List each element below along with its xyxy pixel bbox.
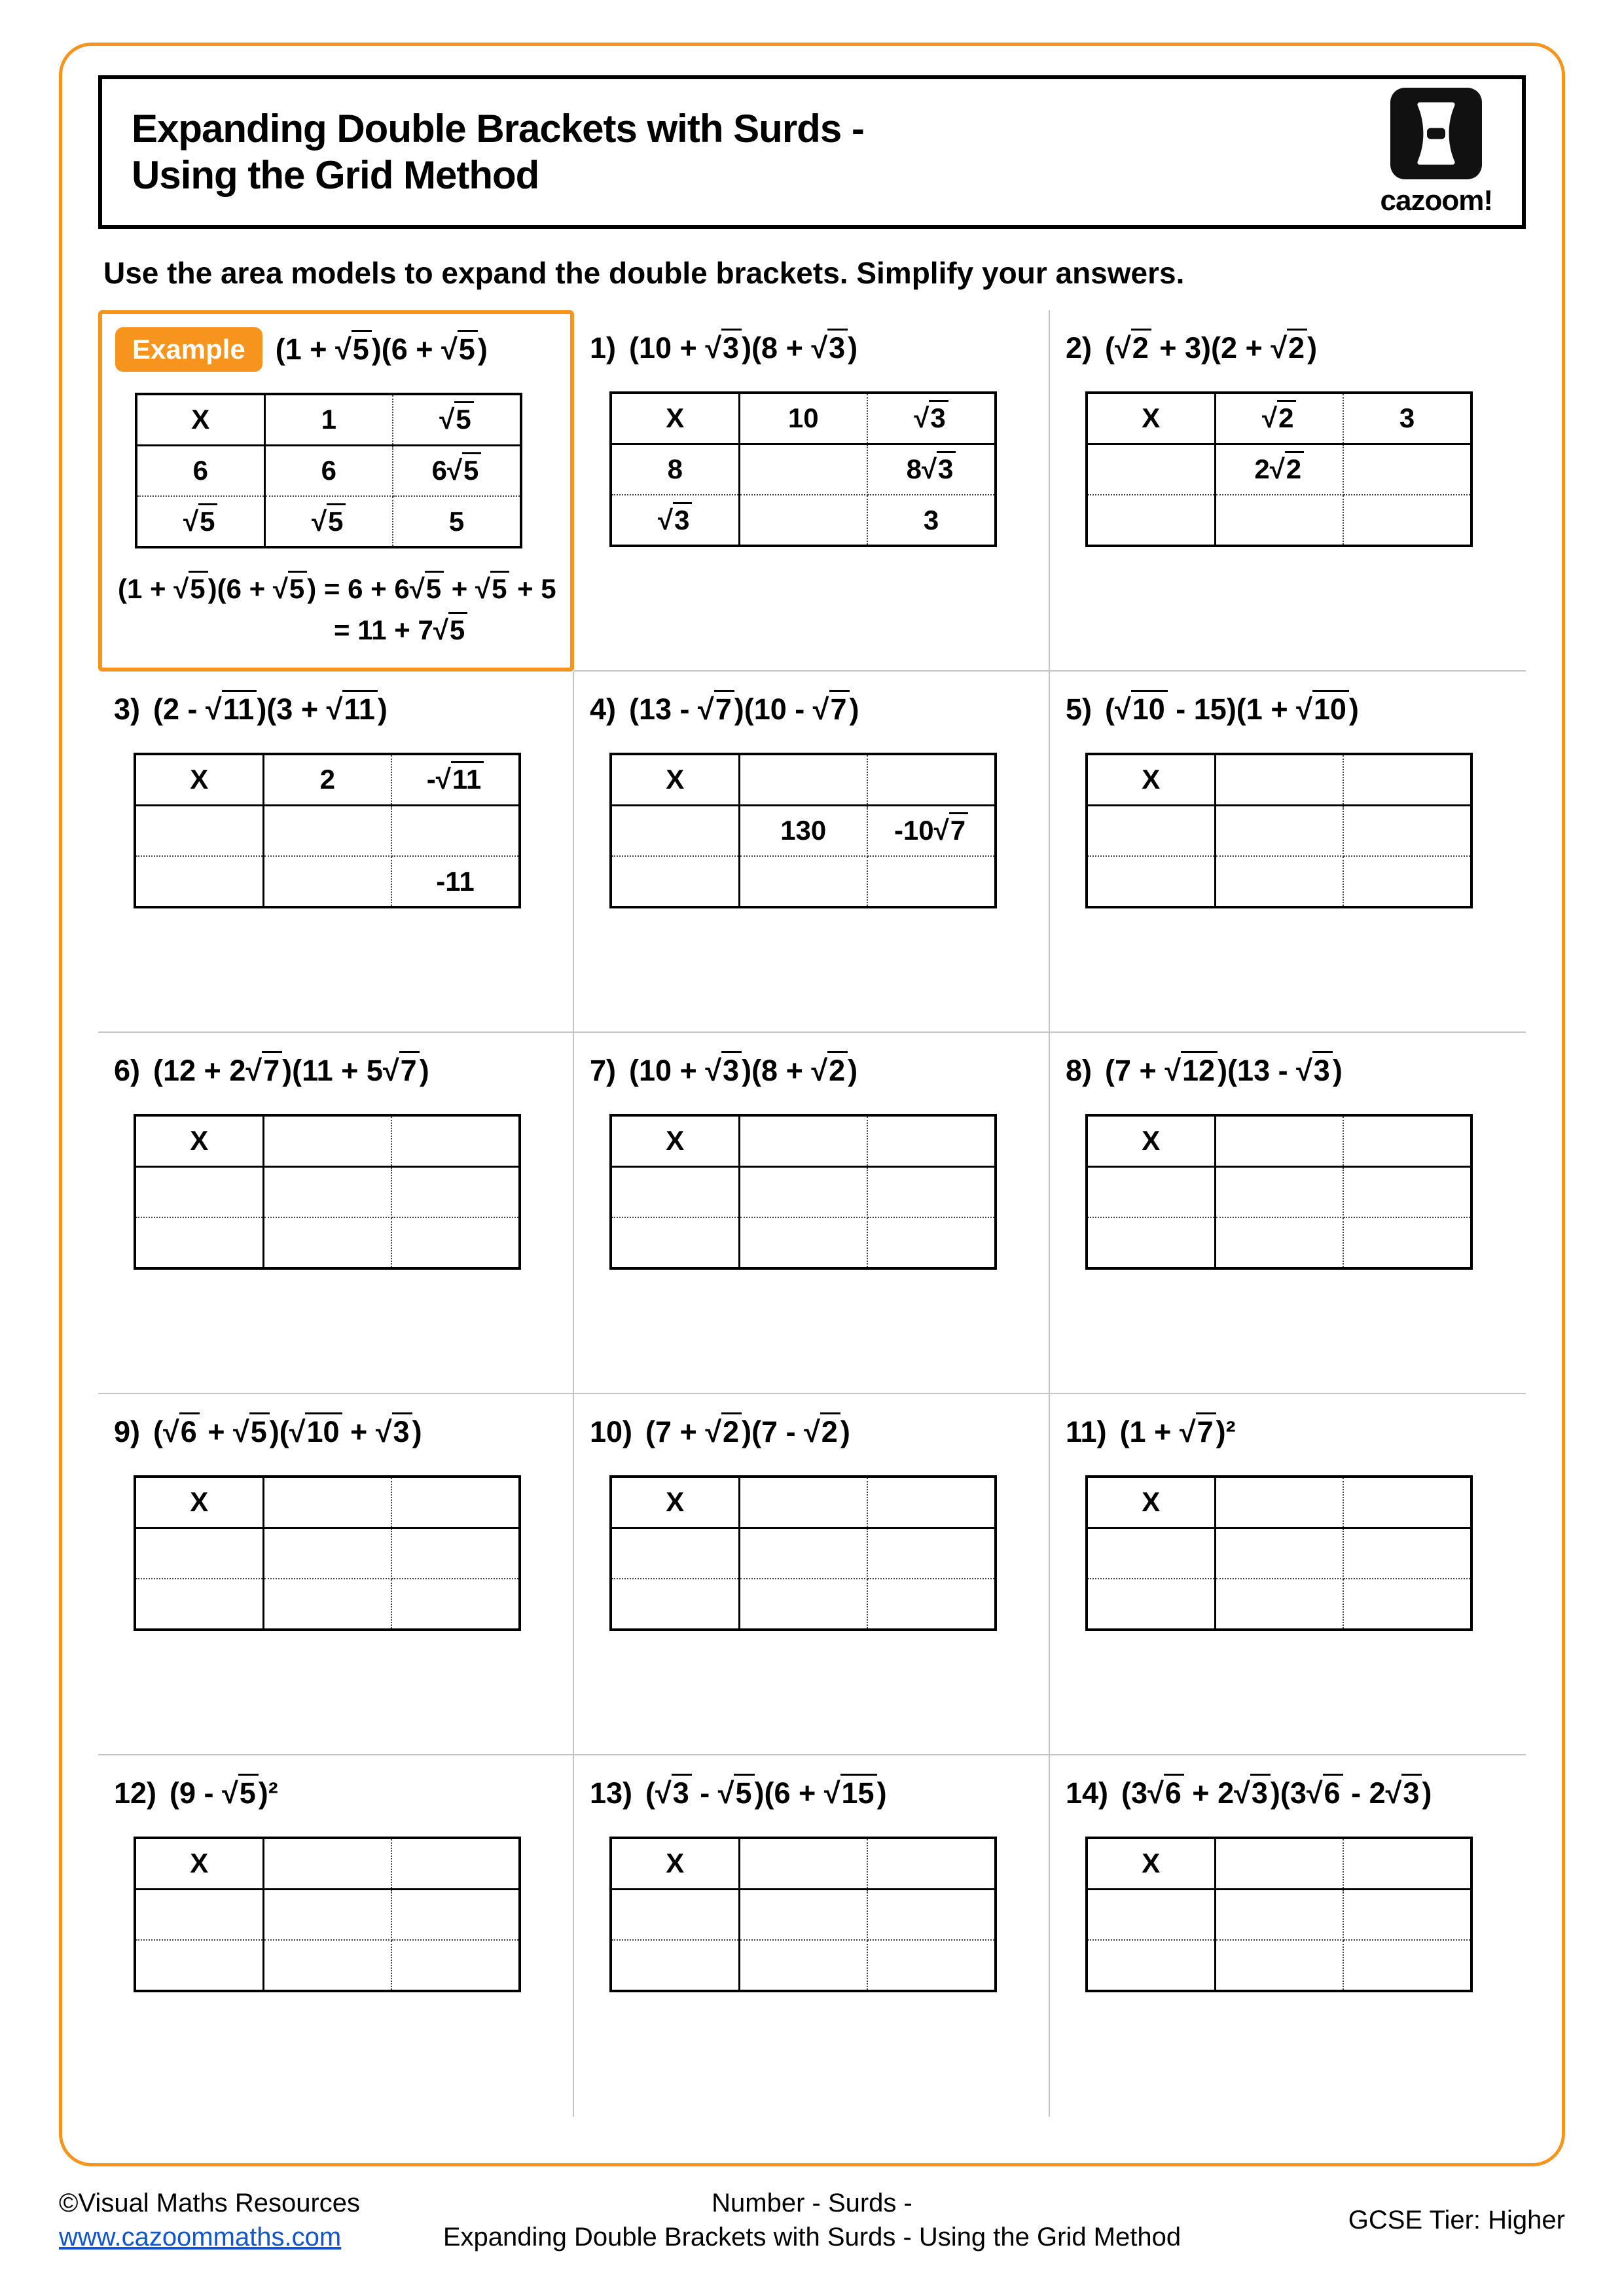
grid-operator-cell: X [135,1477,263,1528]
problem-expression: (13 - √7)(10 - √7) [629,692,859,726]
grid-answer-cell[interactable] [391,805,520,856]
grid-value-cell: 130 [739,805,867,856]
problem-number: 8) [1066,1054,1092,1087]
problem-expression: (2 - √11)(3 + √11) [153,692,388,726]
grid-answer-cell[interactable] [135,1889,263,1940]
grid-answer-cell[interactable] [739,1940,867,1991]
grid-answer-cell[interactable] [739,1528,867,1579]
grid-value-cell: 8 [611,444,739,495]
grid-answer-cell[interactable] [611,1889,739,1940]
grid-answer-cell[interactable] [1343,495,1471,546]
problem-cell-13 [574,1755,1050,2117]
grid-answer-cell[interactable] [739,1838,867,1889]
page-title-line2: Using the Grid Method [132,152,539,197]
example-working [118,568,560,651]
grid-answer-cell[interactable] [1343,1528,1471,1579]
problem-cell-7 [574,1033,1050,1394]
grid-value-cell: -√11 [391,754,520,805]
problem-number: 11) [1066,1415,1107,1448]
problem-expression: (√10 - 15)(1 + √10) [1105,692,1359,726]
problem-expression: (10 + √3)(8 + √3) [629,331,857,365]
grid-answer-cell[interactable] [867,1115,996,1166]
grid-answer-cell[interactable] [1343,1217,1471,1268]
copyright-text: ©Visual Maths Resources [59,2189,361,2217]
grid-answer-cell[interactable] [611,805,739,856]
grid-answer-cell[interactable] [867,1579,996,1630]
area-model-grid-12 [134,1837,521,1992]
grid-value-cell: √3 [611,495,739,546]
grid-operator-cell: X [611,393,739,444]
grid-answer-cell[interactable] [391,1838,520,1889]
grid-answer-cell[interactable] [739,444,867,495]
grid-answer-cell[interactable] [391,1115,520,1166]
problem-number: 1) [590,331,617,365]
title-box [98,75,1526,229]
grid-answer-cell[interactable] [1215,1579,1343,1630]
problem-cell-6 [98,1033,574,1394]
grid-value-cell: 6√5 [393,445,521,496]
example-cell [98,310,574,672]
gcse-tier-label: GCSE Tier: Higher [1348,2205,1565,2234]
problem-number: 12) [114,1776,157,1810]
grid-operator-cell: X [135,754,263,805]
grid-answer-cell[interactable] [135,1579,263,1630]
grid-answer-cell[interactable] [1087,1166,1215,1217]
example-working-line2: = 11 + 7√5 [334,609,560,651]
grid-answer-cell[interactable] [1343,1115,1471,1166]
grid-answer-cell[interactable] [391,1477,520,1528]
area-model-grid-13 [609,1837,997,1992]
grid-answer-cell[interactable] [1087,856,1215,907]
grid-answer-cell[interactable] [739,754,867,805]
problem-number: 6) [114,1054,141,1087]
grid-answer-cell[interactable] [867,1528,996,1579]
grid-operator-cell: X [611,1115,739,1166]
grid-value-cell: 10 [739,393,867,444]
grid-answer-cell[interactable] [263,1940,391,1991]
grid-answer-cell[interactable] [611,1940,739,1991]
problem-cell-5 [1050,672,1526,1033]
grid-answer-cell[interactable] [391,1889,520,1940]
grid-value-cell: 1 [264,394,393,445]
cazoom-logo-text: cazoom! [1380,184,1492,217]
area-model-grid-10 [609,1475,997,1631]
problem-expression: (√6 + √5)(√10 + √3) [153,1415,422,1449]
problem-expression: (√3 - √5)(6 + √15) [645,1776,887,1810]
grid-answer-cell[interactable] [135,805,263,856]
grid-answer-cell[interactable] [263,1889,391,1940]
worksheet-instruction: Use the area models to expand the double brackets. Simplify your answers. [103,256,1185,290]
grid-answer-cell[interactable] [263,856,391,907]
grid-answer-cell[interactable] [739,1579,867,1630]
grid-value-cell: 3 [1343,393,1471,444]
grid-answer-cell[interactable] [611,1579,739,1630]
grid-answer-cell[interactable] [739,856,867,907]
grid-answer-cell[interactable] [1087,805,1215,856]
grid-answer-cell[interactable] [391,1217,520,1268]
problem-expression: (3√6 + 2√3)(3√6 - 2√3) [1121,1776,1432,1810]
grid-answer-cell[interactable] [1087,1217,1215,1268]
area-model-grid-3 [134,753,521,908]
example-badge: Example [115,327,262,372]
grid-answer-cell[interactable] [1087,495,1215,546]
area-model-grid-7 [609,1114,997,1270]
grid-answer-cell[interactable] [263,1217,391,1268]
grid-value-cell: √2 [1215,393,1343,444]
problem-expression: (7 + √2)(7 - √2) [645,1415,850,1449]
grid-answer-cell[interactable] [1215,1115,1343,1166]
grid-answer-cell[interactable] [1215,754,1343,805]
page-title-line1: Expanding Double Brackets with Surds - [132,106,864,151]
grid-operator-cell: X [611,754,739,805]
grid-answer-cell[interactable] [1215,1838,1343,1889]
grid-answer-cell[interactable] [135,1166,263,1217]
grid-value-cell: √5 [393,394,521,445]
problem-number: 14) [1066,1776,1109,1810]
grid-answer-cell[interactable] [1215,1889,1343,1940]
footer-topic-line2: Expanding Double Brackets with Surds - Using the Grid Method [442,2223,1182,2251]
footer-topic [425,2186,1199,2254]
problem-expression: (√2 + 3)(2 + √2) [1105,331,1317,365]
grid-answer-cell[interactable] [263,1528,391,1579]
grid-answer-cell[interactable] [1215,856,1343,907]
grid-answer-cell[interactable] [867,856,996,907]
page-footer [59,2186,1565,2254]
problem-cell-11 [1050,1394,1526,1755]
grid-answer-cell[interactable] [739,1477,867,1528]
grid-value-cell: 3 [867,495,996,546]
grid-answer-cell[interactable] [1343,444,1471,495]
grid-answer-cell[interactable] [1087,1579,1215,1630]
cazoom-logo [1380,88,1492,217]
grid-answer-cell[interactable] [739,1889,867,1940]
grid-answer-cell[interactable] [135,1940,263,1991]
grid-answer-cell[interactable] [739,495,867,546]
grid-answer-cell[interactable] [1215,1940,1343,1991]
example-working-line1: (1 + √5)(6 + √5) = 6 + 6√5 + √5 + 5 [118,568,560,609]
grid-answer-cell[interactable] [1215,1166,1343,1217]
problem-expression: (10 + √3)(8 + √2) [629,1054,857,1088]
area-model-grid-2 [1085,391,1473,547]
grid-answer-cell[interactable] [867,1477,996,1528]
grid-answer-cell[interactable] [1343,1477,1471,1528]
grid-operator-cell: X [136,394,264,445]
grid-answer-cell[interactable] [1343,1940,1471,1991]
grid-answer-cell[interactable] [739,1217,867,1268]
grid-answer-cell[interactable] [611,1217,739,1268]
cazoom-logo-icon [1390,88,1482,179]
problem-number: 4) [590,692,617,726]
problem-expression: (12 + 2√7)(11 + 5√7) [153,1054,429,1088]
problem-cell-14 [1050,1755,1526,2117]
example-expression: (1 + √5)(6 + √5) [276,332,488,367]
problem-number: 5) [1066,692,1092,726]
grid-value-cell: √3 [867,393,996,444]
grid-value-cell: 6 [136,445,264,496]
problem-cell-9 [98,1394,574,1755]
grid-answer-cell[interactable] [867,1940,996,1991]
area-model-grid-5 [1085,753,1473,908]
grid-answer-cell[interactable] [135,1528,263,1579]
worksheet-border [59,43,1565,2166]
area-model-grid-6 [134,1114,521,1270]
grid-answer-cell[interactable] [1343,805,1471,856]
grid-operator-cell: X [611,1477,739,1528]
grid-operator-cell: X [1087,754,1215,805]
grid-answer-cell[interactable] [263,1166,391,1217]
grid-answer-cell[interactable] [611,856,739,907]
problem-expression: (7 + √12)(13 - √3) [1105,1054,1343,1088]
grid-operator-cell: X [1087,393,1215,444]
grid-answer-cell[interactable] [1087,1940,1215,1991]
grid-operator-cell: X [135,1115,263,1166]
footer-left [59,2186,425,2254]
grid-answer-cell[interactable] [867,754,996,805]
grid-answer-cell[interactable] [1215,1528,1343,1579]
grid-answer-cell[interactable] [263,1115,391,1166]
problem-number: 7) [590,1054,617,1087]
area-model-grid-8 [1085,1114,1473,1270]
grid-answer-cell[interactable] [1215,805,1343,856]
grid-answer-cell[interactable] [391,1940,520,1991]
grid-answer-cell[interactable] [263,1477,391,1528]
grid-answer-cell[interactable] [611,1166,739,1217]
grid-answer-cell[interactable] [263,805,391,856]
example-area-model-grid [135,393,522,548]
grid-operator-cell: X [1087,1477,1215,1528]
grid-answer-cell[interactable] [1343,1889,1471,1940]
area-model-grid-9 [134,1475,521,1631]
grid-answer-cell[interactable] [391,1579,520,1630]
grid-value-cell: 6 [264,445,393,496]
grid-answer-cell[interactable] [1087,1889,1215,1940]
grid-answer-cell[interactable] [1343,1166,1471,1217]
grid-answer-cell[interactable] [867,1838,996,1889]
grid-answer-cell[interactable] [135,856,263,907]
grid-answer-cell[interactable] [263,1579,391,1630]
grid-value-cell: √5 [264,496,393,547]
grid-answer-cell[interactable] [263,1838,391,1889]
area-model-grid-1 [609,391,997,547]
grid-value-cell: 8√3 [867,444,996,495]
grid-answer-cell[interactable] [1343,856,1471,907]
problem-cell-8 [1050,1033,1526,1394]
problem-number: 13) [590,1776,633,1810]
grid-value-cell: 2√2 [1215,444,1343,495]
grid-value-cell: -11 [391,856,520,907]
grid-operator-cell: X [1087,1838,1215,1889]
problem-number: 10) [590,1415,633,1448]
footer-topic-line1: Number - Surds - [712,2189,912,2217]
problem-cell-3 [98,672,574,1033]
grid-value-cell: 2 [263,754,391,805]
grid-answer-cell[interactable] [867,1889,996,1940]
area-model-grid-14 [1085,1837,1473,1992]
problem-expression: (9 - √5)² [170,1776,278,1810]
grid-operator-cell: X [611,1838,739,1889]
problem-cell-12 [98,1755,574,2117]
grid-answer-cell[interactable] [867,1217,996,1268]
grid-answer-cell[interactable] [739,1166,867,1217]
grid-answer-cell[interactable] [391,1166,520,1217]
problem-number: 9) [114,1415,141,1448]
grid-operator-cell: X [1087,1115,1215,1166]
grid-answer-cell[interactable] [611,1528,739,1579]
grid-answer-cell[interactable] [1343,754,1471,805]
grid-answer-cell[interactable] [1087,1528,1215,1579]
grid-value-cell: 5 [393,496,521,547]
problem-expression: (1 + √7)² [1120,1415,1236,1449]
grid-answer-cell[interactable] [1215,1477,1343,1528]
cazoommaths-link[interactable]: www.cazoommaths.com [59,2223,342,2251]
grid-answer-cell[interactable] [739,1115,867,1166]
area-model-grid-11 [1085,1475,1473,1631]
grid-answer-cell[interactable] [135,1217,263,1268]
problem-number: 2) [1066,331,1092,365]
grid-operator-cell: X [135,1838,263,1889]
grid-answer-cell[interactable] [1087,444,1215,495]
area-model-grid-4 [609,753,997,908]
grid-value-cell: -10√7 [867,805,996,856]
problem-cell-10 [574,1394,1050,1755]
grid-answer-cell[interactable] [1215,495,1343,546]
grid-answer-cell[interactable] [1343,1838,1471,1889]
grid-answer-cell[interactable] [391,1528,520,1579]
grid-answer-cell[interactable] [867,1166,996,1217]
page-title [132,106,864,199]
problem-number: 3) [114,692,141,726]
problems-grid [98,310,1526,2117]
grid-answer-cell[interactable] [1215,1217,1343,1268]
problem-cell-2 [1050,310,1526,672]
grid-answer-cell[interactable] [1343,1579,1471,1630]
grid-value-cell: √5 [136,496,264,547]
problem-cell-1 [574,310,1050,672]
problem-cell-4 [574,672,1050,1033]
